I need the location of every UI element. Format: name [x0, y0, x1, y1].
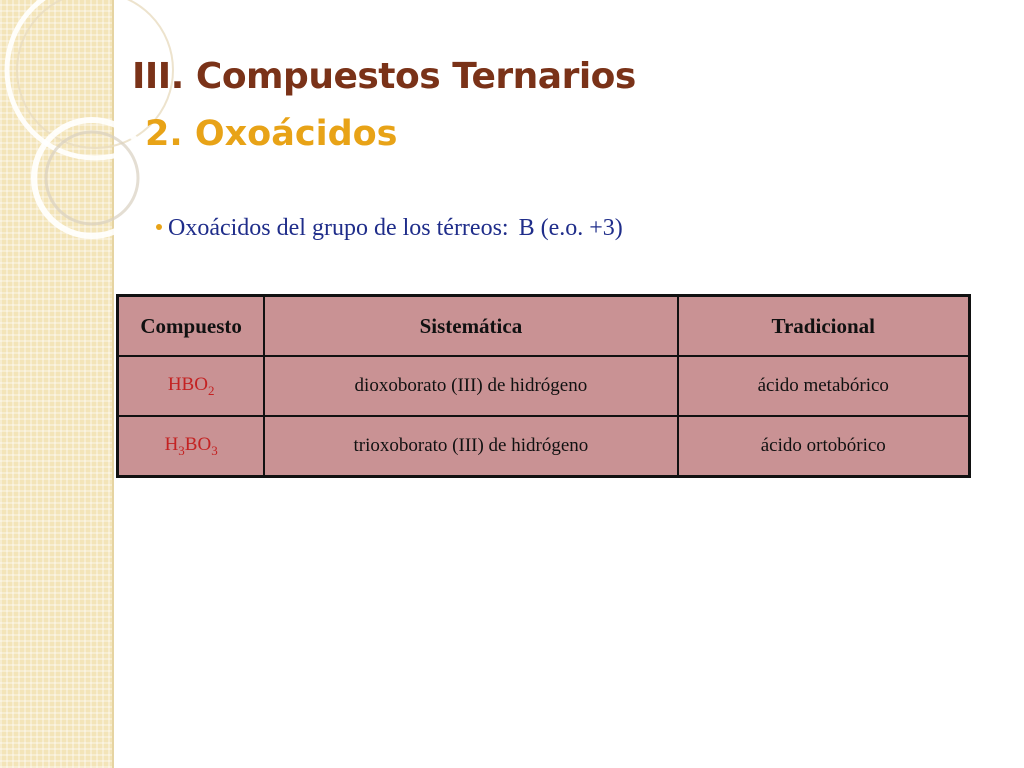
- slide-title: III. Compuestos Ternarios: [132, 56, 636, 97]
- compound-formula: $HBO_2$: [118, 356, 265, 416]
- bullet-extra: B (e.o. +3): [518, 215, 623, 241]
- header-compuesto: Compuesto: [118, 296, 265, 357]
- compound-formula: $H_3BO_3$: [118, 416, 265, 477]
- bullet-dot-icon: [156, 224, 162, 230]
- table-row: [118, 416, 970, 477]
- oxoacid-table: [116, 294, 971, 478]
- bullet-item: [156, 215, 623, 242]
- table-row: [118, 356, 970, 416]
- header-sistematica: Sistemática: [264, 296, 677, 357]
- traditional-name: ácido metabórico: [678, 356, 970, 416]
- bullet-text: Oxoácidos del grupo de los térreos:: [168, 215, 509, 241]
- systematic-name: trioxoborato (III) de hidrógeno: [264, 416, 677, 477]
- header-tradicional: Tradicional: [678, 296, 970, 357]
- slide-subtitle: 2. Oxoácidos: [145, 114, 398, 154]
- table-header-row: [118, 296, 970, 357]
- systematic-name: dioxoborato (III) de hidrógeno: [264, 356, 677, 416]
- traditional-name: ácido ortobórico: [678, 416, 970, 477]
